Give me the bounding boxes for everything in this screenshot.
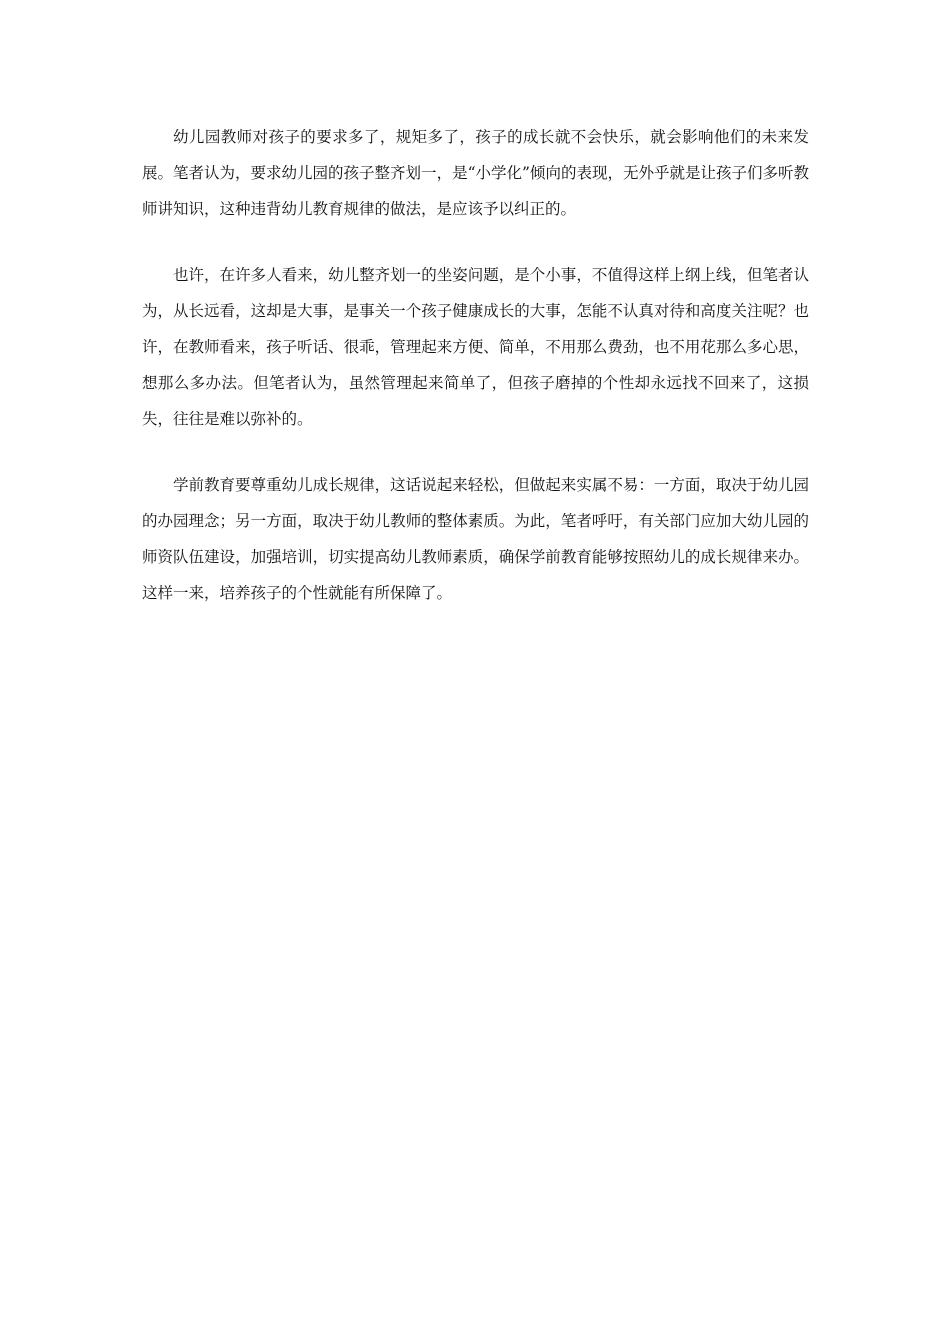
paragraph-3: 学前教育要尊重幼儿成长规律，这话说起来轻松，但做起来实属不易：一方面，取决于幼儿园的办园理念；另一方面，取决于幼儿教师的整体素质。为此，笔者呼吁，有关部门应加大幼儿园的师资队伍建设，加强培训，切实提高幼儿教师素质，确保学前教育能够按照幼儿的成长规律来办。这样一来，培养孩子的个性就能有所保障了。 — [142, 476, 809, 602]
paragraph-2: 也许，在许多人看来，幼儿整齐划一的坐姿问题，是个小事，不值得这样上纲上线，但笔者认为，从长远看，这却是大事，是事关一个孩子健康成长的大事，怎能不认真对待和高度关注呢？也许，在教师看来，孩子听话、很乖，管理起来方便、简单，不用那么费劲，也不用花那么多心思，想那么多办法。但笔者认为，虽然管理起来简单了，但孩子磨掉的个性却永远找不回来了，这损失，往往是难以弥补的。 — [142, 266, 809, 428]
document-body — [142, 119, 809, 611]
paragraph-1: 幼儿园教师对孩子的要求多了，规矩多了，孩子的成长就不会快乐，就会影响他们的未来发展。笔者认为，要求幼儿园的孩子整齐划一，是“小学化”倾向的表现，无外乎就是让孩子们多听教师讲知识，这种违背幼儿教育规律的做法，是应该予以纠正的。 — [142, 128, 809, 218]
